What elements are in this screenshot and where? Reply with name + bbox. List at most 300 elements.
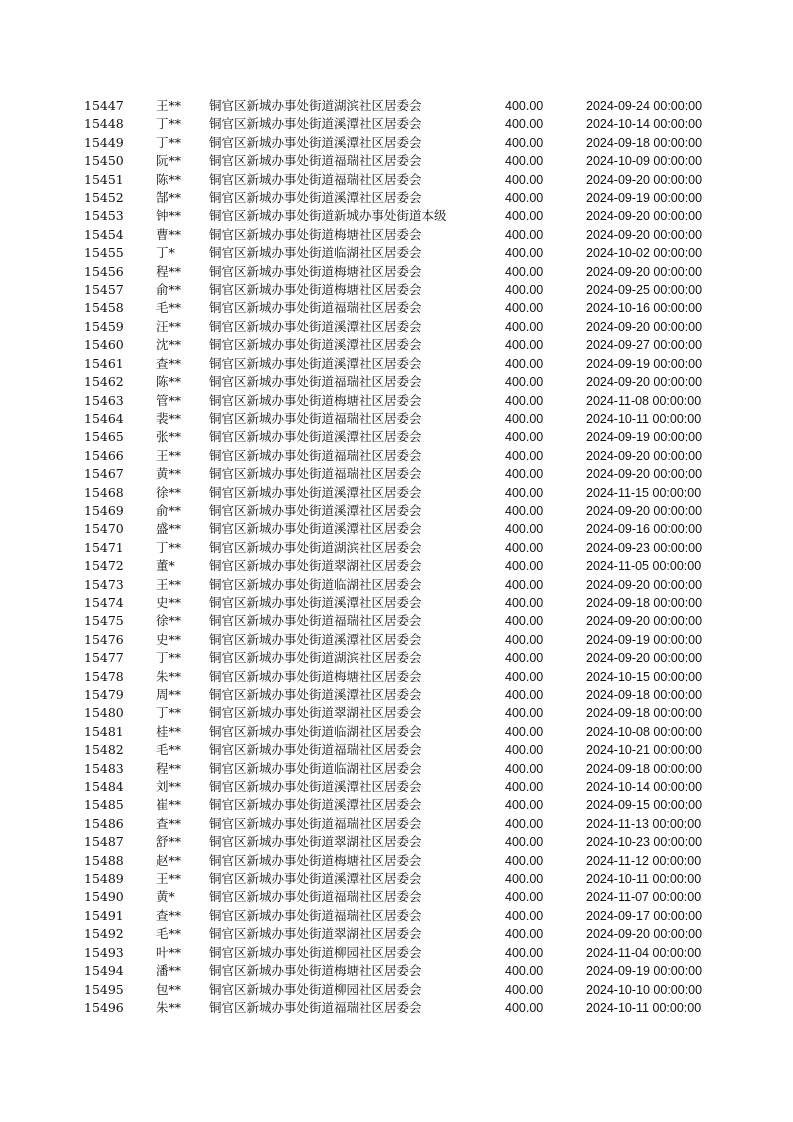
table-row bbox=[0, 704, 793, 722]
record-organization: 铜官区新城办事处街道梅塘社区居委会 bbox=[209, 963, 422, 979]
record-name: 叶** bbox=[156, 944, 182, 960]
table-row bbox=[0, 263, 793, 281]
record-amount: 400.00 bbox=[505, 430, 544, 445]
record-organization: 铜官区新城办事处街道福瑞社区居委会 bbox=[209, 999, 422, 1015]
table-row bbox=[0, 447, 793, 465]
table-row bbox=[0, 741, 793, 759]
record-id: 15492 bbox=[84, 926, 124, 942]
record-amount: 400.00 bbox=[505, 283, 544, 298]
record-amount: 400.00 bbox=[505, 945, 544, 960]
record-name: 查** bbox=[156, 815, 182, 831]
record-organization: 铜官区新城办事处街道溪潭社区居委会 bbox=[209, 190, 422, 206]
record-name: 查** bbox=[156, 907, 182, 923]
record-id: 15477 bbox=[84, 650, 124, 666]
record-id: 15454 bbox=[84, 226, 124, 242]
record-date: 2024-09-18 00:00:00 bbox=[586, 595, 703, 610]
record-date: 2024-10-14 00:00:00 bbox=[586, 780, 703, 795]
record-amount: 400.00 bbox=[505, 982, 544, 997]
record-id: 15476 bbox=[84, 631, 124, 647]
record-amount: 400.00 bbox=[505, 356, 544, 371]
record-amount: 400.00 bbox=[505, 835, 544, 850]
record-date: 2024-11-08 00:00:00 bbox=[586, 393, 702, 408]
record-amount: 400.00 bbox=[505, 577, 544, 592]
table-row bbox=[0, 796, 793, 814]
record-date: 2024-09-20 00:00:00 bbox=[586, 172, 703, 187]
record-organization: 铜官区新城办事处街道福瑞社区居委会 bbox=[209, 171, 422, 187]
record-date: 2024-11-15 00:00:00 bbox=[586, 485, 702, 500]
record-organization: 铜官区新城办事处街道福瑞社区居委会 bbox=[209, 300, 422, 316]
record-name: 王** bbox=[156, 447, 182, 463]
record-organization: 铜官区新城办事处街道梅塘社区居委会 bbox=[209, 668, 422, 684]
record-id: 15473 bbox=[84, 576, 124, 592]
record-id: 15484 bbox=[84, 779, 124, 795]
record-name: 张** bbox=[156, 429, 182, 445]
record-id: 15479 bbox=[84, 687, 124, 702]
record-date: 2024-09-19 00:00:00 bbox=[586, 356, 703, 371]
record-name: 郜** bbox=[156, 190, 182, 206]
record-date: 2024-10-09 00:00:00 bbox=[586, 154, 703, 169]
record-name: 丁** bbox=[156, 134, 182, 150]
table-row bbox=[0, 962, 793, 980]
record-organization: 铜官区新城办事处街道福瑞社区居委会 bbox=[209, 374, 422, 390]
record-date: 2024-10-23 00:00:00 bbox=[586, 835, 703, 850]
table-row bbox=[0, 576, 793, 594]
record-id: 15462 bbox=[84, 374, 124, 390]
record-name: 包** bbox=[156, 981, 182, 997]
record-organization: 铜官区新城办事处街道溪潭社区居委会 bbox=[209, 594, 422, 610]
record-id: 15496 bbox=[84, 999, 124, 1015]
table-row bbox=[0, 392, 793, 410]
record-name: 史** bbox=[156, 631, 182, 647]
record-date: 2024-09-20 00:00:00 bbox=[586, 264, 703, 279]
record-date: 2024-09-19 00:00:00 bbox=[586, 191, 703, 206]
record-date: 2024-09-20 00:00:00 bbox=[586, 614, 703, 629]
record-name: 毛** bbox=[156, 300, 182, 316]
record-organization: 铜官区新城办事处街道临湖社区居委会 bbox=[209, 245, 422, 261]
record-amount: 400.00 bbox=[505, 503, 544, 518]
record-organization: 铜官区新城办事处街道溪潭社区居委会 bbox=[209, 337, 422, 353]
record-id: 15463 bbox=[84, 392, 124, 408]
record-amount: 400.00 bbox=[505, 154, 544, 169]
record-id: 15490 bbox=[84, 889, 124, 905]
table-row bbox=[0, 410, 793, 428]
record-name: 沈** bbox=[156, 337, 182, 353]
record-date: 2024-10-10 00:00:00 bbox=[586, 982, 703, 997]
record-name: 俞** bbox=[156, 282, 182, 298]
record-amount: 400.00 bbox=[505, 246, 544, 261]
record-amount: 400.00 bbox=[505, 227, 544, 242]
record-amount: 400.00 bbox=[505, 393, 544, 408]
record-name: 董* bbox=[156, 558, 175, 574]
record-organization: 铜官区新城办事处街道梅塘社区居委会 bbox=[209, 263, 422, 279]
record-amount: 400.00 bbox=[505, 669, 544, 684]
record-amount: 400.00 bbox=[505, 375, 544, 390]
table-row bbox=[0, 520, 793, 538]
record-id: 15467 bbox=[84, 466, 124, 482]
record-date: 2024-09-19 00:00:00 bbox=[586, 430, 703, 445]
record-id: 15487 bbox=[84, 834, 124, 850]
record-organization: 铜官区新城办事处街道溪潭社区居委会 bbox=[209, 116, 422, 132]
record-organization: 铜官区新城办事处街道溪潭社区居委会 bbox=[209, 134, 422, 150]
record-name: 朱** bbox=[156, 999, 182, 1015]
table-row bbox=[0, 631, 793, 649]
record-id: 15469 bbox=[84, 502, 124, 518]
record-name: 舒** bbox=[156, 834, 182, 850]
record-name: 汪** bbox=[156, 318, 182, 334]
record-date: 2024-09-27 00:00:00 bbox=[586, 338, 703, 353]
record-organization: 铜官区新城办事处街道溪潭社区居委会 bbox=[209, 779, 422, 795]
record-date: 2024-09-20 00:00:00 bbox=[586, 375, 703, 390]
table-row bbox=[0, 355, 793, 373]
record-name: 黄* bbox=[156, 889, 175, 905]
record-organization: 铜官区新城办事处街道溪潭社区居委会 bbox=[209, 429, 422, 445]
record-organization: 铜官区新城办事处街道翠湖社区居委会 bbox=[209, 834, 422, 850]
record-amount: 400.00 bbox=[505, 632, 544, 647]
record-date: 2024-10-15 00:00:00 bbox=[586, 669, 703, 684]
record-date: 2024-10-21 00:00:00 bbox=[586, 743, 703, 758]
table-row bbox=[0, 373, 793, 391]
record-amount: 400.00 bbox=[505, 338, 544, 353]
table-row bbox=[0, 944, 793, 962]
record-name: 管** bbox=[156, 392, 182, 408]
table-row bbox=[0, 925, 793, 943]
record-name: 曹** bbox=[156, 226, 182, 242]
table-row bbox=[0, 870, 793, 888]
record-date: 2024-09-24 00:00:00 bbox=[586, 99, 703, 113]
table-row bbox=[0, 539, 793, 557]
record-organization: 铜官区新城办事处街道福瑞社区居委会 bbox=[209, 889, 422, 905]
table-row bbox=[0, 207, 793, 225]
record-name: 陈** bbox=[156, 374, 182, 390]
record-amount: 400.00 bbox=[505, 448, 544, 463]
record-amount: 400.00 bbox=[505, 135, 544, 150]
record-organization: 铜官区新城办事处街道福瑞社区居委会 bbox=[209, 742, 422, 758]
record-name: 朱** bbox=[156, 668, 182, 684]
record-amount: 400.00 bbox=[505, 99, 544, 113]
record-organization: 铜官区新城办事处街道梅塘社区居委会 bbox=[209, 852, 422, 868]
table-row bbox=[0, 115, 793, 133]
record-name: 查** bbox=[156, 355, 182, 371]
record-amount: 400.00 bbox=[505, 724, 544, 739]
record-id: 15493 bbox=[84, 944, 124, 960]
record-date: 2024-09-20 00:00:00 bbox=[586, 467, 703, 482]
record-id: 15472 bbox=[84, 558, 124, 574]
table-row bbox=[0, 502, 793, 520]
record-amount: 400.00 bbox=[505, 467, 544, 482]
record-date: 2024-09-23 00:00:00 bbox=[586, 540, 703, 555]
record-id: 15475 bbox=[84, 613, 124, 629]
record-organization: 铜官区新城办事处街道福瑞社区居委会 bbox=[209, 907, 422, 923]
table-row bbox=[0, 833, 793, 851]
record-organization: 铜官区新城办事处街道溪潭社区居委会 bbox=[209, 484, 422, 500]
record-organization: 铜官区新城办事处街道溪潭社区居委会 bbox=[209, 355, 422, 371]
record-id: 15491 bbox=[84, 907, 124, 923]
record-name: 盛** bbox=[156, 521, 182, 537]
record-date: 2024-09-20 00:00:00 bbox=[586, 209, 703, 224]
record-date: 2024-09-20 00:00:00 bbox=[586, 927, 703, 942]
record-id: 15447 bbox=[84, 98, 124, 113]
record-id: 15449 bbox=[84, 134, 124, 150]
record-id: 15481 bbox=[84, 723, 124, 739]
record-organization: 铜官区新城办事处街道翠湖社区居委会 bbox=[209, 705, 422, 721]
record-date: 2024-11-05 00:00:00 bbox=[586, 559, 702, 574]
record-organization: 铜官区新城办事处街道溪潭社区居委会 bbox=[209, 687, 422, 702]
record-amount: 400.00 bbox=[505, 540, 544, 555]
record-amount: 400.00 bbox=[505, 890, 544, 905]
record-name: 丁** bbox=[156, 539, 182, 555]
record-name: 王** bbox=[156, 576, 182, 592]
record-table bbox=[0, 97, 793, 1017]
record-name: 周** bbox=[156, 687, 182, 702]
record-amount: 400.00 bbox=[505, 209, 544, 224]
record-organization: 铜官区新城办事处街道福瑞社区居委会 bbox=[209, 815, 422, 831]
record-name: 阮** bbox=[156, 153, 182, 169]
table-row bbox=[0, 557, 793, 575]
table-row bbox=[0, 465, 793, 483]
record-id: 15486 bbox=[84, 815, 124, 831]
record-organization: 铜官区新城办事处街道福瑞社区居委会 bbox=[209, 466, 422, 482]
table-row bbox=[0, 189, 793, 207]
record-id: 15457 bbox=[84, 282, 124, 298]
table-row bbox=[0, 152, 793, 170]
record-name: 丁** bbox=[156, 705, 182, 721]
table-row bbox=[0, 815, 793, 833]
table-row bbox=[0, 760, 793, 778]
record-date: 2024-09-20 00:00:00 bbox=[586, 577, 703, 592]
record-organization: 铜官区新城办事处街道梅塘社区居委会 bbox=[209, 282, 422, 298]
record-amount: 400.00 bbox=[505, 743, 544, 758]
record-amount: 400.00 bbox=[505, 853, 544, 868]
record-amount: 400.00 bbox=[505, 964, 544, 979]
table-row bbox=[0, 281, 793, 299]
record-id: 15464 bbox=[84, 410, 124, 426]
record-id: 15459 bbox=[84, 318, 124, 334]
table-row bbox=[0, 299, 793, 317]
record-date: 2024-09-18 00:00:00 bbox=[586, 688, 703, 702]
record-organization: 铜官区新城办事处街道梅塘社区居委会 bbox=[209, 226, 422, 242]
record-name: 徐** bbox=[156, 613, 182, 629]
record-name: 丁* bbox=[156, 245, 175, 261]
record-date: 2024-09-17 00:00:00 bbox=[586, 908, 703, 923]
record-date: 2024-09-18 00:00:00 bbox=[586, 135, 703, 150]
record-id: 15466 bbox=[84, 447, 124, 463]
record-name: 裴** bbox=[156, 410, 182, 426]
record-amount: 400.00 bbox=[505, 706, 544, 721]
record-organization: 铜官区新城办事处街道翠湖社区居委会 bbox=[209, 926, 422, 942]
record-id: 15456 bbox=[84, 263, 124, 279]
table-row bbox=[0, 686, 793, 704]
record-name: 丁** bbox=[156, 116, 182, 132]
table-row bbox=[0, 612, 793, 630]
record-id: 15468 bbox=[84, 484, 124, 500]
table-row bbox=[0, 226, 793, 244]
record-organization: 铜官区新城办事处街道福瑞社区居委会 bbox=[209, 153, 422, 169]
record-organization: 铜官区新城办事处街道新城办事处街道本级 bbox=[209, 208, 447, 224]
record-amount: 400.00 bbox=[505, 411, 544, 426]
record-organization: 铜官区新城办事处街道溪潭社区居委会 bbox=[209, 318, 422, 334]
record-amount: 400.00 bbox=[505, 1000, 544, 1015]
record-id: 15478 bbox=[84, 668, 124, 684]
record-amount: 400.00 bbox=[505, 614, 544, 629]
record-id: 15465 bbox=[84, 429, 124, 445]
table-row bbox=[0, 649, 793, 667]
record-date: 2024-09-20 00:00:00 bbox=[586, 651, 703, 666]
record-organization: 铜官区新城办事处街道溪潭社区居委会 bbox=[209, 502, 422, 518]
record-date: 2024-09-19 00:00:00 bbox=[586, 632, 703, 647]
record-id: 15461 bbox=[84, 355, 124, 371]
table-row bbox=[0, 888, 793, 906]
record-id: 15489 bbox=[84, 871, 124, 887]
record-amount: 400.00 bbox=[505, 485, 544, 500]
record-organization: 铜官区新城办事处街道福瑞社区居委会 bbox=[209, 410, 422, 426]
record-organization: 铜官区新城办事处街道福瑞社区居委会 bbox=[209, 447, 422, 463]
record-id: 15488 bbox=[84, 852, 124, 868]
record-date: 2024-10-11 00:00:00 bbox=[586, 872, 702, 887]
record-date: 2024-11-13 00:00:00 bbox=[586, 816, 702, 831]
record-organization: 铜官区新城办事处街道柳园社区居委会 bbox=[209, 981, 422, 997]
record-name: 史** bbox=[156, 594, 182, 610]
table-row bbox=[0, 907, 793, 925]
record-name: 黄** bbox=[156, 466, 182, 482]
record-amount: 400.00 bbox=[505, 780, 544, 795]
record-name: 刘** bbox=[156, 779, 182, 795]
record-organization: 铜官区新城办事处街道湖滨社区居委会 bbox=[209, 539, 422, 555]
record-id: 15452 bbox=[84, 190, 124, 206]
record-amount: 400.00 bbox=[505, 595, 544, 610]
record-amount: 400.00 bbox=[505, 908, 544, 923]
record-id: 15453 bbox=[84, 208, 124, 224]
record-organization: 铜官区新城办事处街道溪潭社区居委会 bbox=[209, 631, 422, 647]
table-row bbox=[0, 171, 793, 189]
table-row bbox=[0, 134, 793, 152]
record-amount: 400.00 bbox=[505, 264, 544, 279]
record-amount: 400.00 bbox=[505, 559, 544, 574]
record-name: 俞** bbox=[156, 502, 182, 518]
record-date: 2024-10-14 00:00:00 bbox=[586, 117, 703, 132]
record-organization: 铜官区新城办事处街道溪潭社区居委会 bbox=[209, 797, 422, 813]
record-id: 15448 bbox=[84, 116, 124, 132]
record-name: 钟** bbox=[156, 208, 182, 224]
record-date: 2024-10-11 00:00:00 bbox=[586, 411, 702, 426]
record-organization: 铜官区新城办事处街道福瑞社区居委会 bbox=[209, 613, 422, 629]
record-name: 毛** bbox=[156, 926, 182, 942]
record-amount: 400.00 bbox=[505, 117, 544, 132]
record-name: 潘** bbox=[156, 963, 182, 979]
record-amount: 400.00 bbox=[505, 319, 544, 334]
record-id: 15458 bbox=[84, 300, 124, 316]
record-amount: 400.00 bbox=[505, 172, 544, 187]
record-amount: 400.00 bbox=[505, 816, 544, 831]
table-row bbox=[0, 594, 793, 612]
table-row bbox=[0, 484, 793, 502]
record-amount: 400.00 bbox=[505, 798, 544, 813]
record-date: 2024-09-20 00:00:00 bbox=[586, 503, 703, 518]
record-date: 2024-09-15 00:00:00 bbox=[586, 798, 703, 813]
record-date: 2024-11-12 00:00:00 bbox=[586, 853, 702, 868]
record-date: 2024-11-04 00:00:00 bbox=[586, 945, 702, 960]
record-id: 15455 bbox=[84, 245, 124, 261]
record-name: 崔** bbox=[156, 797, 182, 813]
record-name: 赵** bbox=[156, 852, 182, 868]
record-date: 2024-09-25 00:00:00 bbox=[586, 283, 703, 298]
record-date: 2024-09-18 00:00:00 bbox=[586, 761, 703, 776]
record-id: 15460 bbox=[84, 337, 124, 353]
record-organization: 铜官区新城办事处街道溪潭社区居委会 bbox=[209, 871, 422, 887]
record-date: 2024-09-18 00:00:00 bbox=[586, 706, 703, 721]
record-date: 2024-09-20 00:00:00 bbox=[586, 227, 703, 242]
table-row bbox=[0, 336, 793, 354]
table-row bbox=[0, 428, 793, 446]
record-name: 程** bbox=[156, 263, 182, 279]
record-amount: 400.00 bbox=[505, 688, 544, 702]
table-row bbox=[0, 668, 793, 686]
table-row bbox=[0, 244, 793, 262]
table-row bbox=[0, 852, 793, 870]
record-date: 2024-10-02 00:00:00 bbox=[586, 246, 703, 261]
record-amount: 400.00 bbox=[505, 651, 544, 666]
table-row bbox=[0, 723, 793, 741]
record-amount: 400.00 bbox=[505, 191, 544, 206]
record-organization: 铜官区新城办事处街道临湖社区居委会 bbox=[209, 760, 422, 776]
table-row bbox=[0, 778, 793, 796]
record-id: 15450 bbox=[84, 153, 124, 169]
table-row bbox=[0, 981, 793, 999]
record-id: 15483 bbox=[84, 760, 124, 776]
record-name: 丁** bbox=[156, 650, 182, 666]
table-row bbox=[0, 318, 793, 336]
record-amount: 400.00 bbox=[505, 761, 544, 776]
record-date: 2024-11-07 00:00:00 bbox=[586, 890, 702, 905]
record-date: 2024-09-20 00:00:00 bbox=[586, 448, 703, 463]
record-id: 15471 bbox=[84, 539, 124, 555]
record-amount: 400.00 bbox=[505, 927, 544, 942]
record-id: 15495 bbox=[84, 981, 124, 997]
record-date: 2024-09-19 00:00:00 bbox=[586, 964, 703, 979]
record-date: 2024-10-08 00:00:00 bbox=[586, 724, 703, 739]
record-amount: 400.00 bbox=[505, 872, 544, 887]
record-id: 15474 bbox=[84, 594, 124, 610]
record-id: 15451 bbox=[84, 171, 124, 187]
record-id: 15494 bbox=[84, 963, 124, 979]
record-id: 15480 bbox=[84, 705, 124, 721]
record-id: 15470 bbox=[84, 521, 124, 537]
record-name: 陈** bbox=[156, 171, 182, 187]
record-name: 徐** bbox=[156, 484, 182, 500]
record-organization: 铜官区新城办事处街道翠湖社区居委会 bbox=[209, 558, 422, 574]
record-date: 2024-10-16 00:00:00 bbox=[586, 301, 703, 316]
record-amount: 400.00 bbox=[505, 522, 544, 537]
record-organization: 铜官区新城办事处街道溪潭社区居委会 bbox=[209, 521, 422, 537]
record-organization: 铜官区新城办事处街道湖滨社区居委会 bbox=[209, 98, 422, 113]
record-name: 王** bbox=[156, 98, 182, 113]
record-date: 2024-10-11 00:00:00 bbox=[586, 1000, 702, 1015]
record-name: 桂** bbox=[156, 723, 182, 739]
record-amount: 400.00 bbox=[505, 301, 544, 316]
record-id: 15485 bbox=[84, 797, 124, 813]
table-row bbox=[0, 97, 793, 115]
record-organization: 铜官区新城办事处街道梅塘社区居委会 bbox=[209, 392, 422, 408]
record-organization: 铜官区新城办事处街道临湖社区居委会 bbox=[209, 723, 422, 739]
record-date: 2024-09-16 00:00:00 bbox=[586, 522, 703, 537]
record-name: 王** bbox=[156, 871, 182, 887]
record-name: 程** bbox=[156, 760, 182, 776]
record-id: 15482 bbox=[84, 742, 124, 758]
record-organization: 铜官区新城办事处街道柳园社区居委会 bbox=[209, 944, 422, 960]
table-row bbox=[0, 999, 793, 1017]
record-name: 毛** bbox=[156, 742, 182, 758]
record-date: 2024-09-20 00:00:00 bbox=[586, 319, 703, 334]
record-organization: 铜官区新城办事处街道临湖社区居委会 bbox=[209, 576, 422, 592]
